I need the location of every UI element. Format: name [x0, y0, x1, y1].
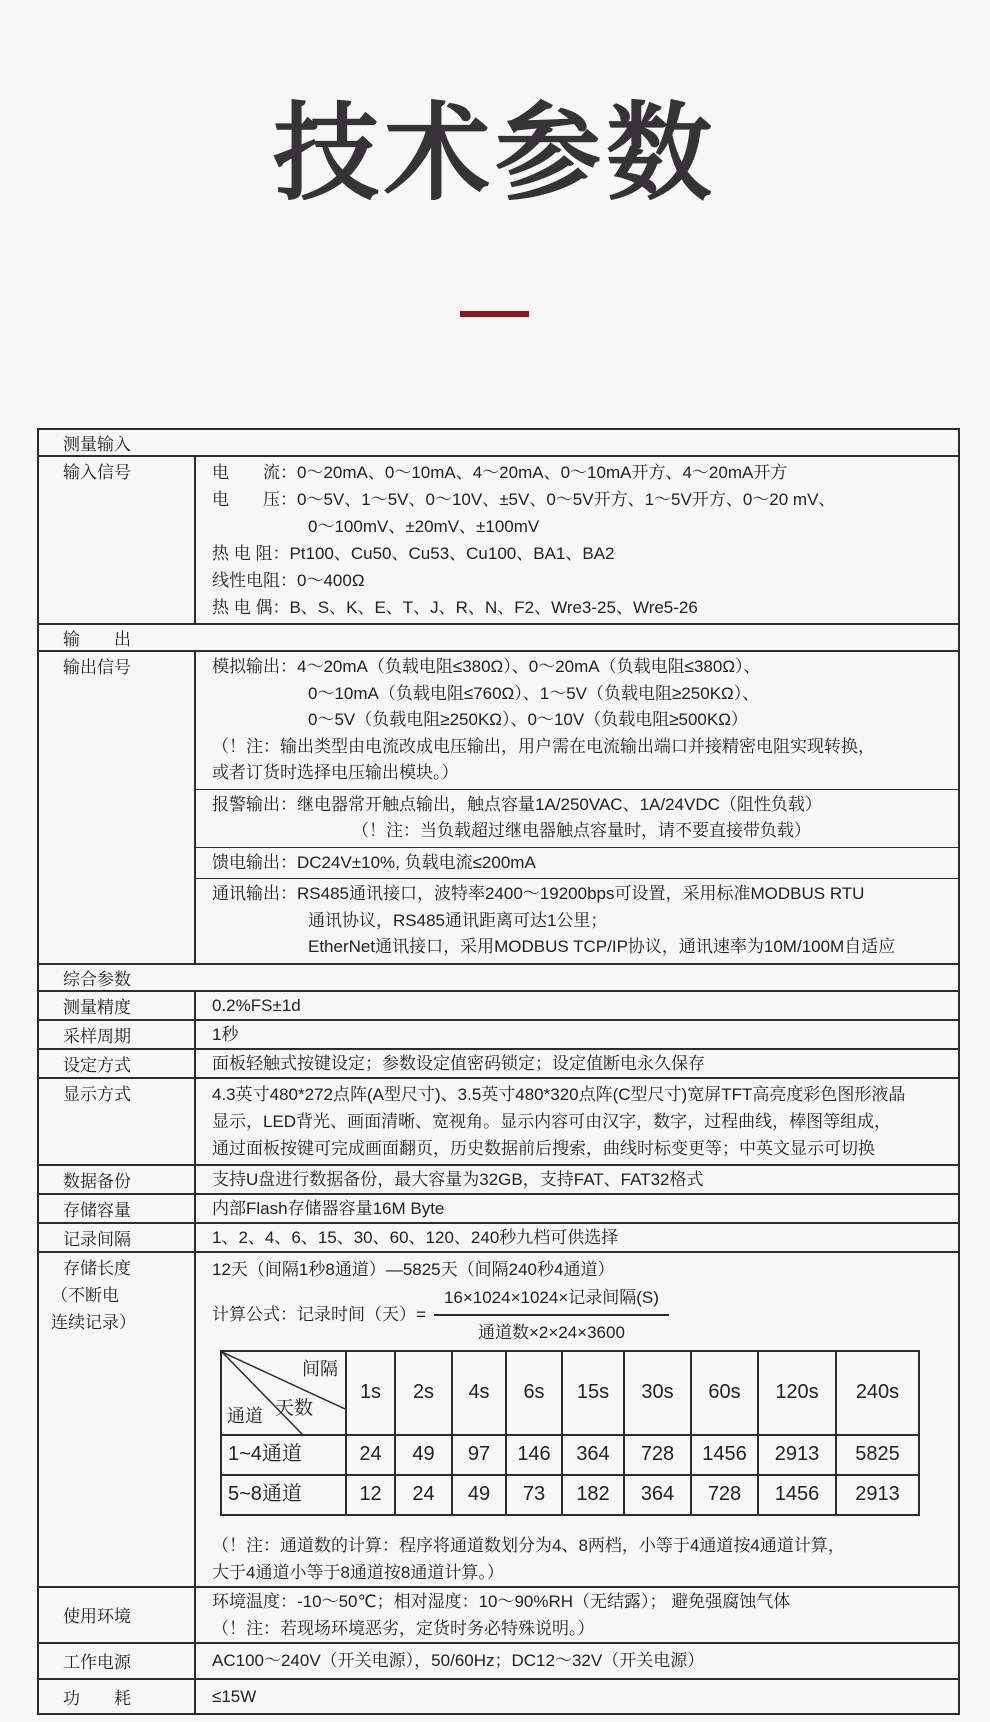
- label-line: 存储长度: [63, 1258, 131, 1278]
- column-header: 240s: [836, 1351, 919, 1435]
- value-line: 模拟输出：4～20mA（负载电阻≤380Ω）、0～20mA（负载电阻≤380Ω）、: [212, 657, 761, 676]
- section-header: 综合参数: [63, 969, 131, 989]
- value-line: （！注：输出类型由电流改成电压输出，用户需在电流输出端口并接精密电阻实现转换，: [212, 736, 875, 756]
- row-value: [196, 652, 958, 963]
- row-header: 1~4通道: [221, 1435, 346, 1475]
- table-row: [221, 1435, 919, 1475]
- row-value: [196, 1253, 958, 1586]
- section-header: 测量输入: [63, 435, 131, 454]
- row-label: 显示方式: [39, 1079, 196, 1164]
- column-header: 4s: [452, 1351, 506, 1435]
- page-title: 技术参数: [273, 95, 717, 213]
- cell: 49: [452, 1475, 506, 1515]
- row-label: 输出信号: [39, 652, 196, 963]
- corner-label-channel: 通道: [227, 1405, 263, 1426]
- row-backup: [39, 1166, 958, 1195]
- value-line: 热 电 偶：B、S、K、E、T、J、R、N、F2、Wre3-25、Wre5-26: [212, 598, 698, 617]
- formula-fraction: [434, 1284, 669, 1346]
- column-header: 2s: [395, 1351, 452, 1435]
- value-line: 报警输出：继电器常开触点输出，触点容量1A/250VAC、1A/24VDC（阻性负载）: [212, 794, 822, 814]
- row-sampling: [39, 1021, 958, 1050]
- formula-denominator: 通道数×2×24×3600: [477, 1322, 625, 1342]
- value-line: 热 电 阻：Pt100、Cu50、Cu53、Cu100、BA1、BA2: [212, 544, 615, 563]
- cell: 2913: [836, 1475, 919, 1515]
- row-label: 输入信号: [39, 457, 196, 623]
- row-value: 内部Flash存储器容量16M Byte: [212, 1198, 445, 1218]
- row-label: 工作电源: [39, 1644, 196, 1678]
- row-accuracy: [39, 992, 958, 1021]
- row-value: [196, 1588, 958, 1642]
- column-header: 30s: [624, 1351, 691, 1435]
- value-line: 通过面板按键可完成画面翻页，历史数据前后搜索，曲线时标变更等；中英文显示可切换: [212, 1138, 875, 1158]
- label-line: （不断电: [51, 1285, 119, 1305]
- note-line: （！注：通道数的计算：程序将通道数划分为4、8两档，小等于4通道按4通道计算，: [212, 1535, 845, 1555]
- cell: 146: [506, 1435, 562, 1475]
- row-label: 采样周期: [39, 1021, 196, 1048]
- cell: 182: [562, 1475, 624, 1515]
- row-value: 0.2%FS±1d: [212, 995, 301, 1015]
- value-line: 或者订货时选择电压输出模块。）: [212, 763, 459, 782]
- cell: 728: [691, 1475, 758, 1515]
- row-setting: [39, 1050, 958, 1079]
- value-line: 通讯协议，RS485通讯距离可达1公里；: [308, 910, 608, 930]
- row-value: ≤15W: [212, 1686, 257, 1706]
- value-line: 4.3英寸480*272点阵(A型尺寸)、3.5英寸480*320点阵(C型尺寸)宽屏TFT高亮度彩色图形液晶: [212, 1084, 906, 1104]
- row-value: [196, 457, 958, 623]
- row-storage-length: [39, 1253, 958, 1588]
- value-line: 环境温度：-10～50℃；相对湿度：10～90%RH（无结露）； 避免强腐蚀气体: [212, 1591, 791, 1611]
- value-line: EtherNet通讯接口，采用MODBUS TCP/IP协议，通讯速率为10M/100M自适应: [308, 937, 896, 956]
- cell: 728: [624, 1435, 691, 1475]
- row-label: 功 耗: [39, 1680, 196, 1713]
- row-consumption: [39, 1680, 958, 1713]
- row-section-general: [39, 965, 958, 992]
- row-interval: [39, 1224, 958, 1253]
- cell: 1456: [758, 1475, 836, 1515]
- table-row: [221, 1475, 919, 1515]
- corner-label-days: 天数: [275, 1397, 314, 1419]
- corner-label-interval: 间隔: [302, 1358, 338, 1379]
- value-line: （！注：若现场环境恶劣，定货时务必特殊说明。）: [212, 1618, 595, 1638]
- value-line: 馈电输出：DC24V±10%, 负载电流≤200mA: [212, 852, 536, 872]
- section-header: 输 出: [63, 630, 131, 649]
- alarm-output-block: [196, 790, 958, 848]
- row-capacity: [39, 1195, 958, 1224]
- analog-output-block: [196, 652, 958, 790]
- cell: 1456: [691, 1435, 758, 1475]
- value-line: 电 压：0～5V、1～5V、0～10V、±5V、0～5V开方、1～5V开方、0～20 mV、: [212, 490, 836, 509]
- row-value: [196, 1079, 958, 1164]
- row-label: 测量精度: [39, 992, 196, 1019]
- row-value: AC100～240V（开关电源），50/60Hz；DC12～32V（开关电源）: [212, 1651, 705, 1670]
- column-header: 120s: [758, 1351, 836, 1435]
- row-power: [39, 1644, 958, 1680]
- value-line: 0～100mV、±20mV、±100mV: [308, 517, 540, 536]
- column-header: 60s: [691, 1351, 758, 1435]
- cell: 73: [506, 1475, 562, 1515]
- cell: 364: [562, 1435, 624, 1475]
- row-label: 存储容量: [39, 1195, 196, 1222]
- diagonal-corner-cell: [221, 1351, 346, 1435]
- column-header: 1s: [346, 1351, 395, 1435]
- note-line: 大于4通道小等于8通道按8通道计算。）: [212, 1562, 504, 1582]
- column-header: 6s: [506, 1351, 562, 1435]
- row-output-signal: [39, 652, 958, 965]
- row-display: [39, 1079, 958, 1166]
- cell: 97: [452, 1435, 506, 1475]
- row-input-signal: [39, 457, 958, 625]
- feed-output-block: [196, 848, 958, 880]
- value-line: 显示，LED背光、画面清晰、宽视角。显示内容可由汉字，数字，过程曲线，棒图等组成，: [212, 1111, 892, 1131]
- value-line: 线性电阻：0～400Ω: [212, 571, 365, 590]
- cell: 24: [395, 1475, 452, 1515]
- formula-numerator: 16×1024×1024×记录间隔(S): [434, 1284, 669, 1316]
- storage-range: 12天（间隔1秒8通道）—5825天（间隔240秒4通道）: [212, 1259, 615, 1279]
- storage-notes: [212, 1532, 958, 1586]
- title-underline: [460, 311, 529, 317]
- row-value: 支持U盘进行数据备份，最大容量为32GB，支持FAT、FAT32格式: [212, 1169, 704, 1189]
- cell: 5825: [836, 1435, 919, 1475]
- row-value: 1、2、4、6、15、30、60、120、240秒九档可供选择: [212, 1227, 619, 1247]
- row-environment: [39, 1588, 958, 1644]
- value-line: 通讯输出：RS485通讯接口，波特率2400～19200bps可设置，采用标准MODBUS RTU: [212, 884, 865, 903]
- cell: 2913: [758, 1435, 836, 1475]
- cell: 24: [346, 1435, 395, 1475]
- row-label: [39, 1253, 196, 1586]
- value-line: 0～10mA（负载电阻≤760Ω）、1～5V（负载电阻≥250KΩ）、: [308, 683, 760, 703]
- row-label: 数据备份: [39, 1166, 196, 1193]
- cell: 49: [395, 1435, 452, 1475]
- row-section-measure: [39, 430, 958, 457]
- row-header: 5~8通道: [221, 1475, 346, 1515]
- value-line: （！注：当负载超过继电器触点容量时，请不要直接带负载）: [352, 821, 811, 840]
- row-section-output: [39, 625, 958, 652]
- label-line: 连续记录）: [51, 1312, 136, 1332]
- row-label: 记录间隔: [39, 1224, 196, 1251]
- row-label: 使用环境: [39, 1588, 196, 1642]
- storage-formula: [212, 1286, 958, 1344]
- value-line: 电 流：0～20mA、0～10mA、4～20mA、0～10mA开方、4～20mA开方: [212, 463, 788, 482]
- spec-table: [37, 428, 960, 1715]
- comm-output-block: [196, 879, 958, 963]
- cell: 12: [346, 1475, 395, 1515]
- cell: 364: [624, 1475, 691, 1515]
- row-value: 面板轻触式按键设定；参数设定值密码锁定；设定值断电永久保存: [212, 1053, 705, 1073]
- row-label: 设定方式: [39, 1050, 196, 1077]
- formula-prefix: 计算公式：记录时间（天）=: [212, 1305, 426, 1324]
- column-header: 15s: [562, 1351, 624, 1435]
- row-value: 1秒: [212, 1024, 239, 1044]
- value-line: 0～5V（负载电阻≥250KΩ）、0～10V（负载电阻≥500KΩ）: [308, 710, 748, 729]
- storage-days-table: [220, 1350, 920, 1516]
